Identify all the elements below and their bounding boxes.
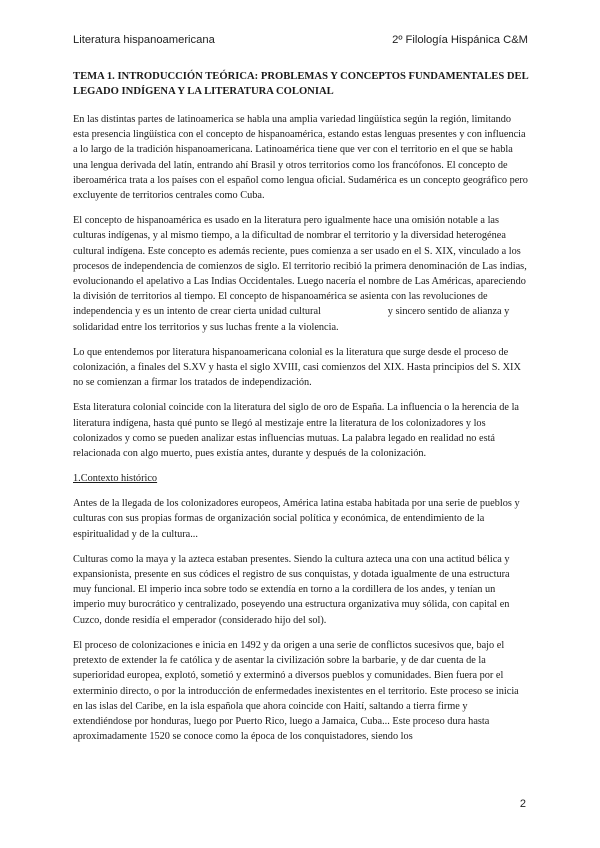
page-content [73,69,529,754]
section-paragraph-2: Culturas como la maya y la azteca estaban presentes. Siendo la cultura azteca una con una actitud bélica y expansionista, presente en sus códices el registro de sus conquistas, y dotada igualmente de una estructura muy funcional. El imperio inca sobre todo se extendía en torno a la cordillera de los andes, y tenían un imperio muy burocrático y centralizado, poseyendo una estructura organizativa muy sólida, con capital en Cuzco, donde residía el emperador (considerado hijo del sol). [73,553,510,626]
paragraph-1: En las distintas partes de latinoamerica se habla una amplia variedad lingüística según la región, limitando esta presencia lingüística con el concepto de hispanoamérica, estando estas lenguas presentes y con influencia a lo largo de la tradición hispanoamericana. Latinoamérica tiene que ver con el territorio en el que se habla una lengua derivada del latín, entrando ahí Brasil y otros territorios como los francófonos. El concepto de iberoamérica trata a los países con el español como lengua oficial. Sudamérica es un concepto geográfico pero excluyente de territorios centrales como Cuba. [73,114,528,202]
paragraph-4: Esta literatura colonial coincide con la literatura del siglo de oro de España. La influencia o la herencia de la literatura indígena, hasta qué punto se llegó al mestizaje entre la literatura de los colonizadores y los colonizados y como se pueden analizar estas influencias mutuas. La palabra legado en realidad no está relacionada con algo muerto, pues existía antes, durante y después de la colonización. [73,402,520,460]
section-heading: 1.Contexto histórico [73,473,158,485]
chapter-title: TEMA 1. INTRODUCCIÓN TEÓRICA: PROBLEMAS Y CONCEPTOS FUNDAMENTALES DEL LEGADO INDÍGENA Y LA LITERATURA COLONIAL [73,71,529,97]
paragraph-3: Lo que entendemos por literatura hispanoamericana colonial es la literatura que surge desde el proceso de colonización, a finales del S.XV y hasta el siglo XVIII, casi comienzos del XIX. Hasta principios del S. XIX no se comienzan a firmar los tratados de independización. [73,346,521,389]
section-paragraph-3: El proceso de colonizaciones e inicia en 1492 y da origen a una serie de conflictos sucesivos que, bajo el pretexto de extender la fe católica y de asentar la civilización sobre la barbarie, y de dar cuenta de la superioridad europea, explotó, sometió y exterminó a diversos pueblos y comunidades. Bien fuera por el exterminio directo, o por la introducción de enfermedades inexistentes en el territorio. Este proceso se inicia en las islas del Caribe, en la isla española que ahora coincide con Haití, saltando a tierra firme y extendiéndose por honduras, luego por Puerto Rico, luego a Jamaica, Cuba... Este proceso dura hasta aproximadamente 1520 se conoce como la época de los conquistadores, siendo los [73,639,519,743]
page-number: 2 [519,798,526,810]
header-degree: 2º Filología Hispánica C&M [392,34,528,46]
page-header [73,34,528,46]
paragraph-2: El concepto de hispanoamérica es usado en la literatura pero igualmente hace una omisión notable a las culturas indígenas, y al mismo tiempo, a la dificultad de nombrar el territorio y la diversidad heterogénea cultural indígena. Este concepto es además reciente, pues comienza a ser usado en el S. XIX, vinculado a los procesos de independencia de comienzos de siglo. El territorio recibió la primera denominación de Las indias, evolucionando el apelativo a Las Indias Occidentales. Luego nacería el nombre de Las Américas, apareciendo la división de territorios al tiempo. El concepto de hispanoamérica se asienta con las revoluciones de independencia y es un intento de crear cierta unidad cultural y sincero sentido de alianza y solidaridad entre los territorios y sus luchas frente a la violencia. [73,215,530,333]
header-course-title: Literatura hispanoamericana [73,34,215,46]
section-paragraph-1: Antes de la llegada de los colonizadores europeos, América latina estaba habitada por una serie de pueblos y culturas con sus propias formas de organización social política y económica, de entendimiento de la espiritualidad y de la cultura... [73,498,520,540]
